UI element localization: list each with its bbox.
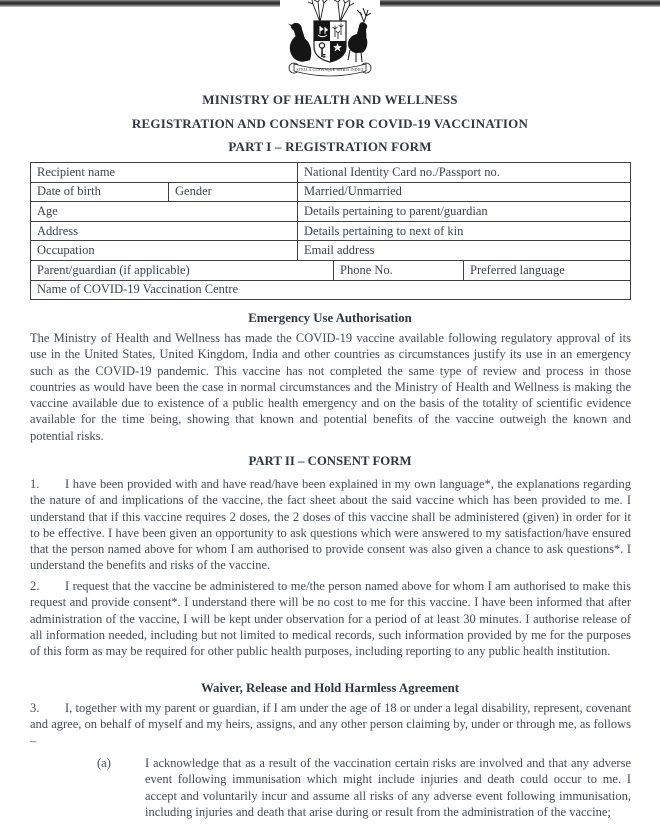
deer-supporter (348, 8, 371, 62)
gender-cell: Gender (169, 182, 298, 202)
occupation-cell: Occupation (31, 241, 298, 261)
item3-text: I, together with my parent or guardian, if I am under the age of 18 or under a legal disability, represent, covenant and agree, on behalf of myself and my heirs, assigns, and any other person claiming by, under or through me, as follows – (30, 701, 631, 748)
table-row (31, 280, 631, 300)
item3a-text: I acknowledge that as a result of the vaccination certain risks are involved and that any adverse event following immunisation which might include injuries and death could occur to me. I accept and voluntarily incur and assume all risks of any adverse event following immunisation, including injuries and death that arise during or result from the administration of the vaccine; (145, 756, 631, 819)
registration-table (30, 162, 631, 300)
dodo-supporter (288, 23, 311, 62)
phone-cell: Phone No. (334, 260, 464, 280)
part1-heading: PART I – REGISTRATION FORM (228, 139, 432, 154)
document-title: REGISTRATION AND CONSENT FOR COVID-19 VACCINATION (131, 116, 529, 131)
motto-ribbon (289, 63, 371, 76)
consent-item-2 (30, 578, 631, 659)
address-cell: Address (31, 221, 298, 241)
mauritius-coat-of-arms (280, 0, 380, 86)
table-row (31, 202, 631, 222)
item2-text: I request that the vaccine be administered to me/the person named above for whom I am authorised to make this request and provide consent*. I understand there will be no cost to me for this vaccine. I have been informed that after administration of the vaccine, I will be kept under observation for a period of at least 30 minutes. I authorise release of all information needed, including but not limited to medical records, such information provided by me for the purposes of this form as may be required for other public health purposes, including reporting to any public health institution. (30, 579, 631, 659)
item1-text: I have been provided with and have read/have been explained in my own language*, the explanations regarding the nature of and implications of the vaccine, the fact sheet about the said vaccine which has been provided to me. I understand that if this vaccine requires 2 doses, the 2 doses of this vaccine shall be administered (given) in order for it to be effective. I have been given an opportunity to ask questions which were answered to my satisfaction/have ensured that the person named above for whom I am authorised to provide consent was also given a chance to ask questions*. I understand the benefits and risks of the vaccine. (30, 477, 631, 573)
national-id-cell: National Identity Card no./Passport no. (298, 163, 631, 183)
item3-number: 3. (30, 701, 40, 715)
table-row (31, 241, 631, 261)
recipient-name-cell: Recipient name (31, 163, 298, 183)
vaccination-centre-cell: Name of COVID-19 Vaccination Centre (31, 280, 631, 300)
coat-of-arms-graphic (280, 0, 380, 86)
sugarcane-stalks (308, 0, 354, 22)
item2-number: 2. (30, 579, 40, 593)
eua-paragraph: The Ministry of Health and Wellness has made the COVID-19 vaccine available following regulatory approval of its use in the United States, United Kingdom, India and other countries as circumstances justify its use in an emergency such as the COVID-19 pandemic. This vaccine has not completed the same type of review and process in those countries as would have been the case in normal circumstances and the Ministry of Health and Wellness is making the vaccine available due to existence of a public health emergency and on the basis of the totality of scientific evidence available for the time being, showing that known and potential benefits of the vaccine outweigh the known and potential risks. (30, 331, 631, 443)
email-cell: Email address (298, 241, 631, 261)
table-row (31, 163, 631, 183)
parent-guardian-details-cell: Details pertaining to parent/guardian (298, 202, 631, 222)
date-of-birth-cell: Date of birth (31, 182, 169, 202)
crest-motto-text: STELLA CLAVISQUE MARIS INDICI (296, 68, 364, 72)
shield (314, 21, 346, 62)
married-cell: Married/Unmarried (298, 182, 631, 202)
consent-item-3 (30, 700, 631, 749)
table-row (31, 221, 631, 241)
next-of-kin-cell: Details pertaining to next of kin (298, 221, 631, 241)
parent-guardian-cell: Parent/guardian (if applicable) (31, 260, 334, 280)
consent-item-1 (30, 476, 631, 574)
age-cell: Age (31, 202, 298, 222)
part2-heading: PART II – CONSENT FORM (248, 454, 412, 468)
preferred-language-cell: Preferred language (464, 260, 631, 280)
table-row (31, 260, 631, 280)
item3a-label: (a) (97, 756, 111, 770)
eua-heading: Emergency Use Authorisation (248, 311, 412, 325)
table-row (31, 182, 631, 202)
consent-item-3a (97, 755, 631, 820)
ministry-title: MINISTRY OF HEALTH AND WELLNESS (202, 92, 458, 107)
item1-number: 1. (30, 477, 40, 491)
waiver-heading: Waiver, Release and Hold Harmless Agreement (200, 681, 460, 695)
